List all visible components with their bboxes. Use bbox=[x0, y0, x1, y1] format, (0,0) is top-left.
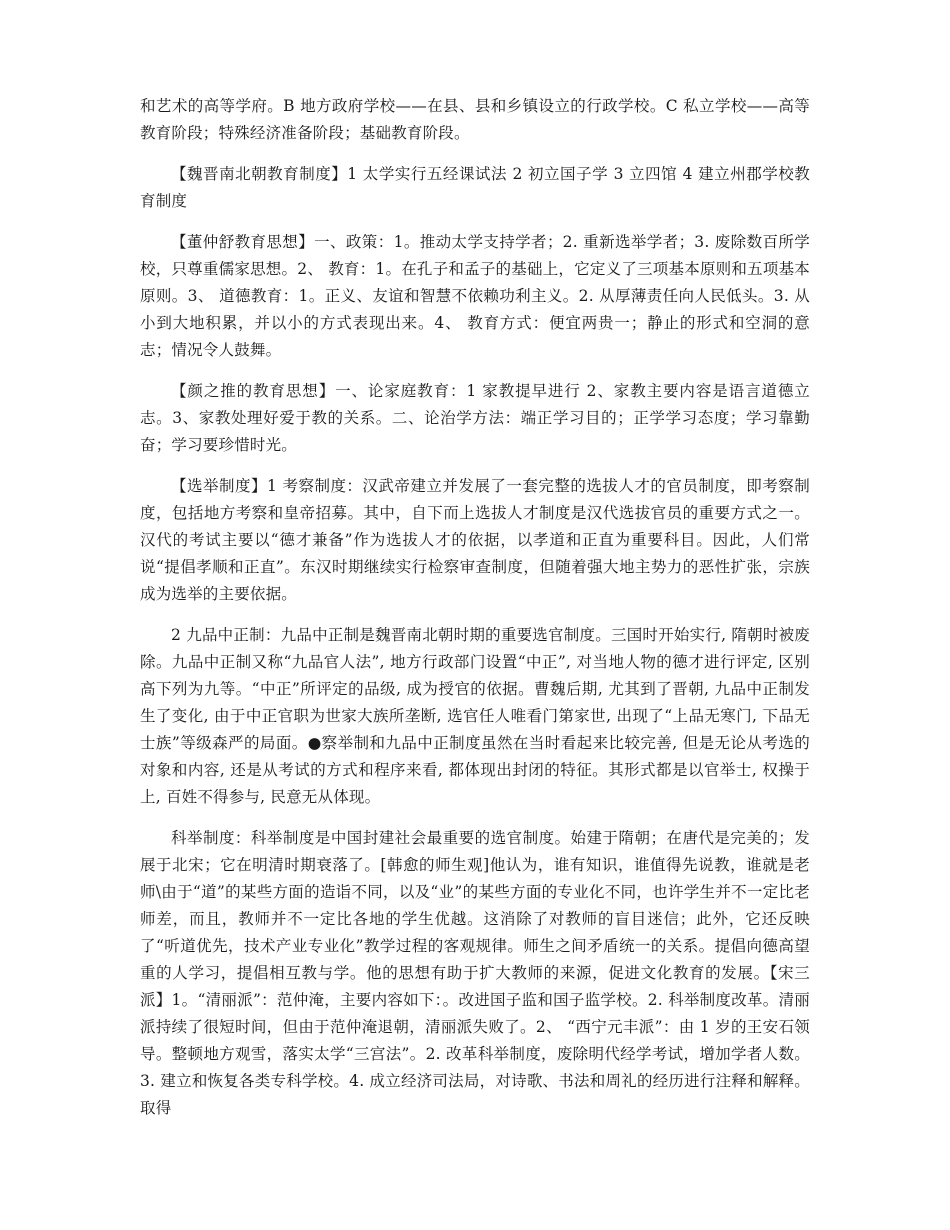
paragraph-yan-zhitui: 【颜之推的教育思想】一、论家庭教育：1 家教提早进行 2、家教主要内容是语言道德立志。3、家教处理好爱于教的关系。二、论治学方法：端正学习目的；正学学习态度；学习靠勤奋；学习要珍惜时光。 bbox=[140, 382, 810, 454]
paragraph-imperial-exam: 科举制度：科举制度是中国封建社会最重要的选官制度。始建于隋朝；在唐代是完美的；发展于北宋；它在明清时期衰落了。[韩愈的师生观]他认为，谁有知识，谁值得先说教，谁就是老师\由于“道”的某些方面的造诣不同，以及“业”的某些方面的专业化不同，也许学生并不一定比老师差，而且，教师并不一定比各地的学生优越。这消除了对教师的盲目迷信；此外，它还反映了“听道优先，技术产业专业化”教学过程的客观规律。师生之间矛盾统一的关系。提倡向德高望重的人学习，提倡相互教与学。他的思想有助于扩大教师的来源，促进文化教育的发展。【宋三派】1。“清丽派”：范仲淹，主要内容如下：。改进国子监和国子监学校。2. 科举制度改革。清丽派持续了很短时间，但由于范仲淹退朝，清丽派失败了。2、 “西宁元丰派”：由 1 岁的王安石领导。整顿地方观雪，落实太学“三宫法”。2. 改革科举制度，废除明代经学考试，增加学者人数。3. 建立和恢复各类专科学校。4. 成立经济司法局，对诗歌、书法和周礼的经历进行注释和解释。取得 bbox=[140, 829, 810, 1117]
paragraph-nine-rank-system: 2 九品中正制：九品中正制是魏晋南北朝时期的重要选官制度。三国时开始实行, 隋朝时被废除。九品中正制又称“九品官人法”, 地方行政部门设置“中正”, 对当地人物的德才进行评定, 区别高下列为九等。“中正”所评定的品级, 成为授官的依据。曹魏后期, 尤其到了晋朝, 九品中正制发生了变化, 由于中正官职为世家大族所垄断, 选官任人唯看门第家世, 出现了“上品无寒门, 下品无士族”等级森严的局面。●察举制和九品中正制度虽然在当时看起来比较完善, 但是无论从考选的对象和内容, 还是从考试的方式和程序来看, 都体现出封闭的特征。其形式都是以官举士, 权操于上, 百姓不得参与, 民意无从体现。 bbox=[140, 626, 810, 806]
paragraph-dong-zhongshu: 【董仲舒教育思想】一、政策：1。推动太学支持学者；2. 重新选举学者；3. 废除数百所学校，只尊重儒家思想。2、 教育：1。在孔子和孟子的基础上，它定义了三项基本原则和五项基本原则。3、 道德教育：1。正义、友谊和智慧不依赖功利主义。2. 从厚薄责任向人民低头。3. 从小到大地积累，并以小的方式表现出来。4、 教育方式：便宜两贵一；静止的形式和空洞的意志；情况令人鼓舞。 bbox=[140, 233, 810, 359]
paragraph-election-system: 【选举制度】1 考察制度：汉武帝建立并发展了一套完整的选拔人才的官员制度，即考察制度，包括地方考察和皇帝招募。其中，自下而上选拔人才制度是汉代选拔官员的重要方式之一。汉代的考试主要以“德才兼备”作为选拔人才的依据，以孝道和正直为重要科目。因此，人们常说“提倡孝顺和正直”。东汉时期继续实行检察审查制度，但随着强大地主势力的恶性扩张，宗族成为选举的主要依据。 bbox=[140, 477, 810, 603]
document-page bbox=[140, 93, 810, 1122]
paragraph-continuation: 和艺术的高等学府。B 地方政府学校——在县、县和乡镇设立的行政学校。C 私立学校——高等教育阶段；特殊经济准备阶段；基础教育阶段。 bbox=[140, 97, 810, 142]
paragraph-wei-jin-education: 【魏晋南北朝教育制度】1 太学实行五经课试法 2 初立国子学 3 立四馆 4 建立州郡学校教育制度 bbox=[140, 165, 810, 210]
